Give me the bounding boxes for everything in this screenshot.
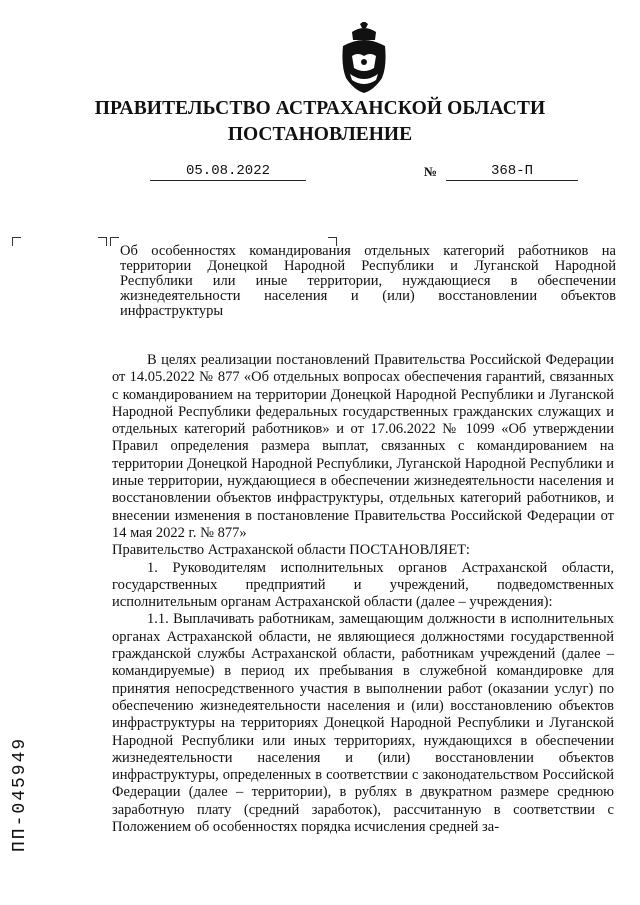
serial-number: ПП-045949 [10,736,30,852]
document-date: 05.08.2022 [150,163,306,181]
coat-of-arms-icon [338,22,390,94]
item-1-1-paragraph: 1.1. Выплачивать работникам, замещающим должности в исполнительных органах Астраханской области, не являющиеся должностями государственной гражданской службы Астраханской области, работникам учреждений (далее – командируемые) в период их пребывания в служебной командировке для принятия непосредственного участия в выполнении работ (оказании услуг) по обеспечению жизнедеятельности населения и (или) восстановлению объектов инфраструктуры на территориях Донецкой Народной Республики и Луганской Народной Республики или иных территориях, нуждающихся в обеспечении жизнедеятельности населения и (или) восстановлении объектов инфраструктуры, определенных в соответствии с законодательством Российской Федерации (далее – территории), в рублях в двукратном размере среднюю заработную плату (средний заработок), рассчитанную в соответствии с Положением об особенностях порядка исчисления средней за- [112,611,614,836]
preamble-paragraph: В целях реализации постановлений Правительства Российской Федерации от 14.05.2022 № 877 «Об отдельных вопросах обеспечения гарантий, связанных с командированием на территории Донецкой Народной Республики и Луганской Народной Республики федеральных государственных гражданских служащих и отдельных категорий работников» и от 17.06.2022 № 1099 «Об утверждении Правил определения размера выплат, связанных с командированием на территории Донецкой Народной Республики, Луганской Народной Республики и иные территории, нуждающиеся в обеспечении жизнедеятельности населения и восстановлении объектов инфраструктуры, отдельных категорий работников, и внесении изменения в постановление Правительства Российской Федерации от 14 мая 2022 г. № 877» [112,352,614,541]
number-sign: № [424,164,438,179]
organization-heading: ПРАВИТЕЛЬСТВО АСТРАХАНСКОЙ ОБЛАСТИ [94,98,546,119]
document-type-heading: ПОСТАНОВЛЕНИЕ [227,124,413,145]
corner-mark-title-left [110,237,119,246]
document-body [112,352,614,836]
document-number: 368-П [446,163,578,181]
resolves-paragraph: Правительство Астраханской области ПОСТАНОВЛЯЕТ: [112,542,470,559]
item-1-paragraph: 1. Руководителям исполнительных органов Астраханской области, государственных предприятий и учреждений, подведомственных исполнительным органам Астраханской области (далее – учреждения): [112,559,614,611]
corner-mark-title-left-outer [98,237,107,246]
document-title: Об особенностях командирования отдельных категорий работников на территории Донецкой Народной Республики и Луганской Народной Республики или иные территории, нуждающиеся в обеспечении жизнедеятельности населения и (или) восстановлении объектов инфраструктуры [120,243,616,319]
corner-mark-left [12,237,21,246]
